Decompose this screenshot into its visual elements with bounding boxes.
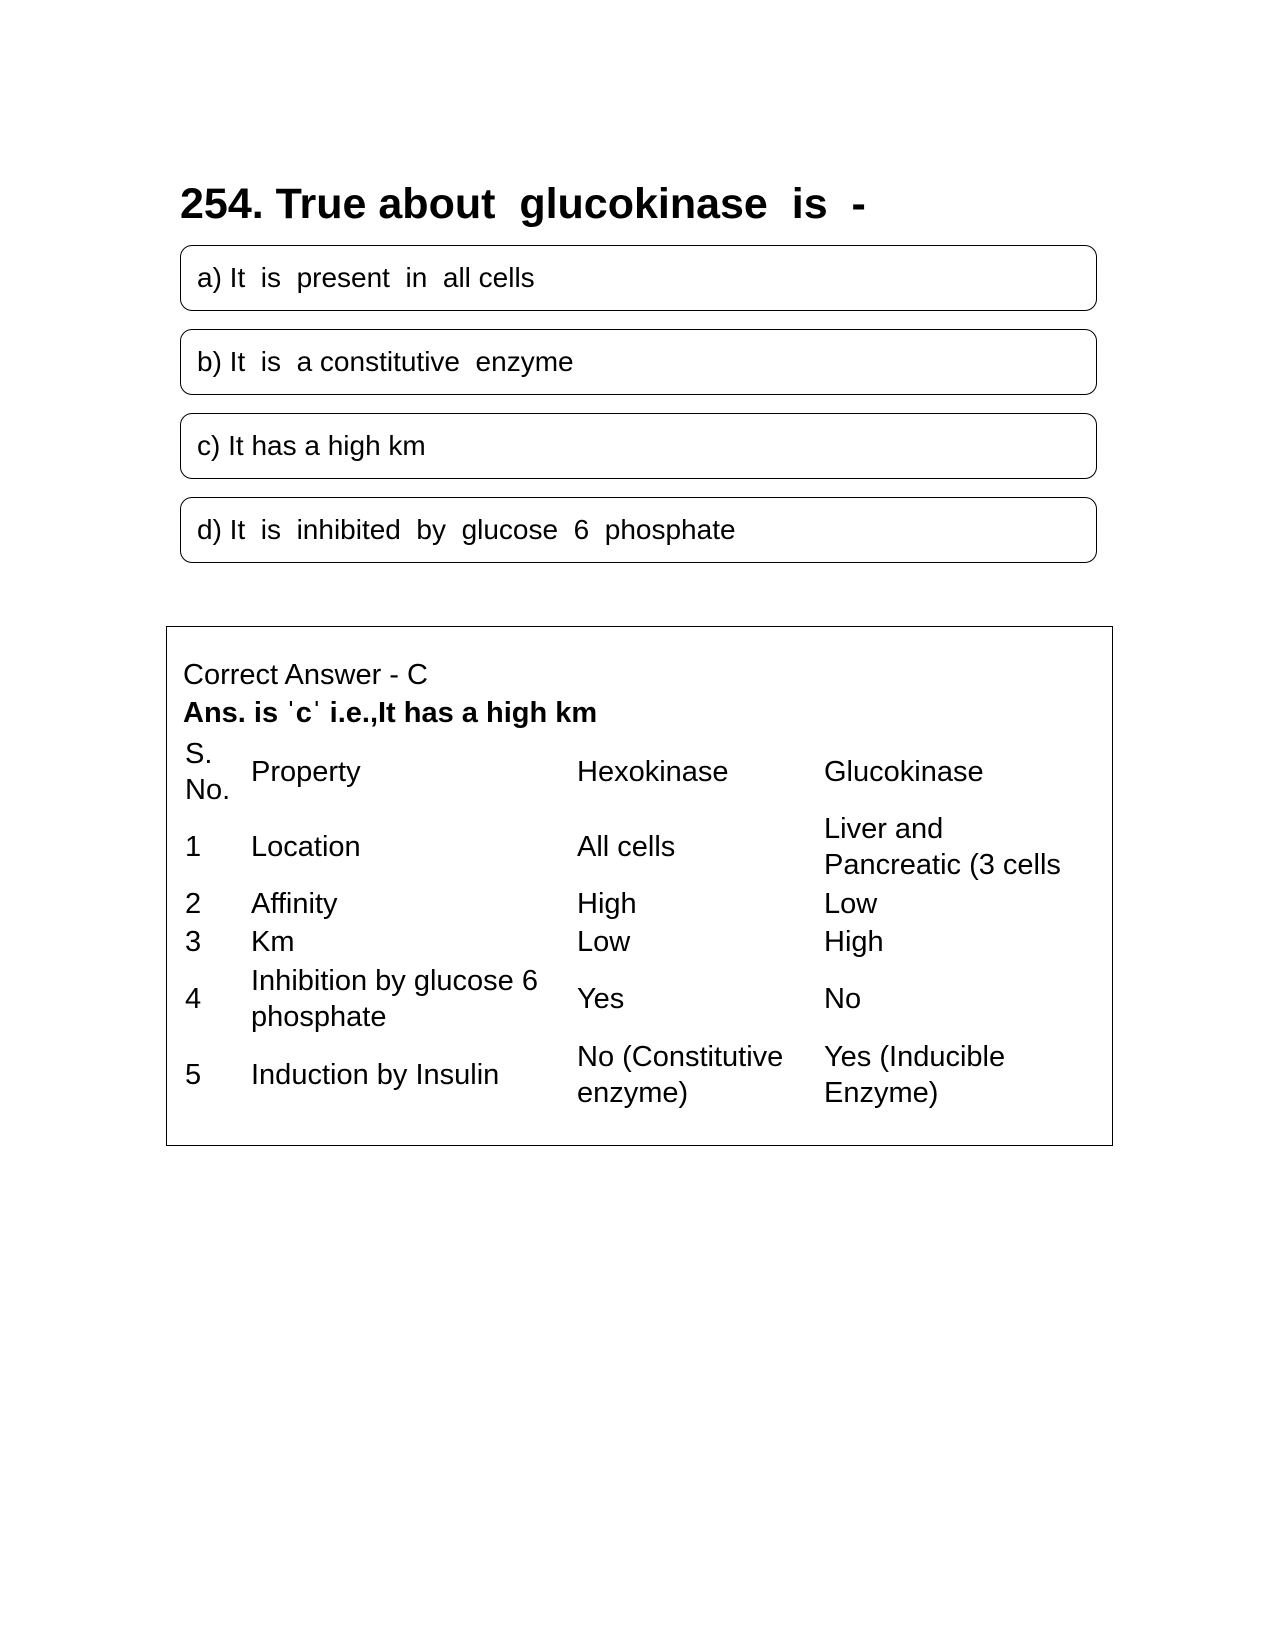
- correct-answer-text: Correct Answer - C: [183, 659, 428, 691]
- question-title: 254. True about glucokinase is -: [180, 180, 866, 228]
- table-cell: Liver and Pancreatic (3 cells: [824, 813, 1061, 881]
- comparison-table: [183, 735, 1094, 1113]
- option-c[interactable]: c) It has a high km: [180, 413, 1097, 479]
- table-cell: 4: [185, 983, 202, 1015]
- table-row: [183, 961, 1094, 1037]
- table-row: [183, 1037, 1094, 1113]
- table-cell: Km: [251, 926, 295, 958]
- option-b[interactable]: b) It is a constitutive enzyme: [180, 329, 1097, 395]
- table-cell: Yes: [577, 983, 625, 1015]
- header-sno: S. No.: [185, 738, 231, 806]
- option-d[interactable]: d) It is inhibited by glucose 6 phosphate: [180, 497, 1097, 563]
- table-cell: 1: [185, 831, 202, 863]
- table-cell: No: [824, 983, 862, 1015]
- table-cell: Low: [824, 888, 878, 920]
- answer-box: [166, 626, 1113, 1146]
- table-cell: All cells: [577, 831, 676, 863]
- table-cell: Yes (Inducible Enzyme): [824, 1041, 1006, 1109]
- table-cell: 3: [185, 926, 202, 958]
- header-property: Property: [251, 756, 361, 788]
- table-row: [183, 923, 1094, 961]
- table-header-row: [183, 735, 1094, 809]
- table-cell: Induction by Insulin: [251, 1059, 500, 1091]
- option-a[interactable]: a) It is present in all cells: [180, 245, 1097, 311]
- answer-explanation: Ans. is ˈcˈ i.e.,It has a high km: [183, 697, 598, 729]
- table-cell: Affinity: [251, 888, 338, 920]
- table-cell: 2: [185, 888, 202, 920]
- table-cell: High: [577, 888, 637, 920]
- table-cell: Low: [577, 926, 631, 958]
- table-cell: No (Constitutive enzyme): [577, 1041, 784, 1109]
- table-cell: High: [824, 926, 884, 958]
- table-cell: Location: [251, 831, 361, 863]
- table-row: [183, 809, 1094, 885]
- header-glucokinase: Glucokinase: [824, 756, 984, 788]
- table-cell: Inhibition by glucose 6 phosphate: [251, 965, 538, 1033]
- table-cell: 5: [185, 1059, 202, 1091]
- header-hexokinase: Hexokinase: [577, 756, 729, 788]
- table-row: [183, 885, 1094, 923]
